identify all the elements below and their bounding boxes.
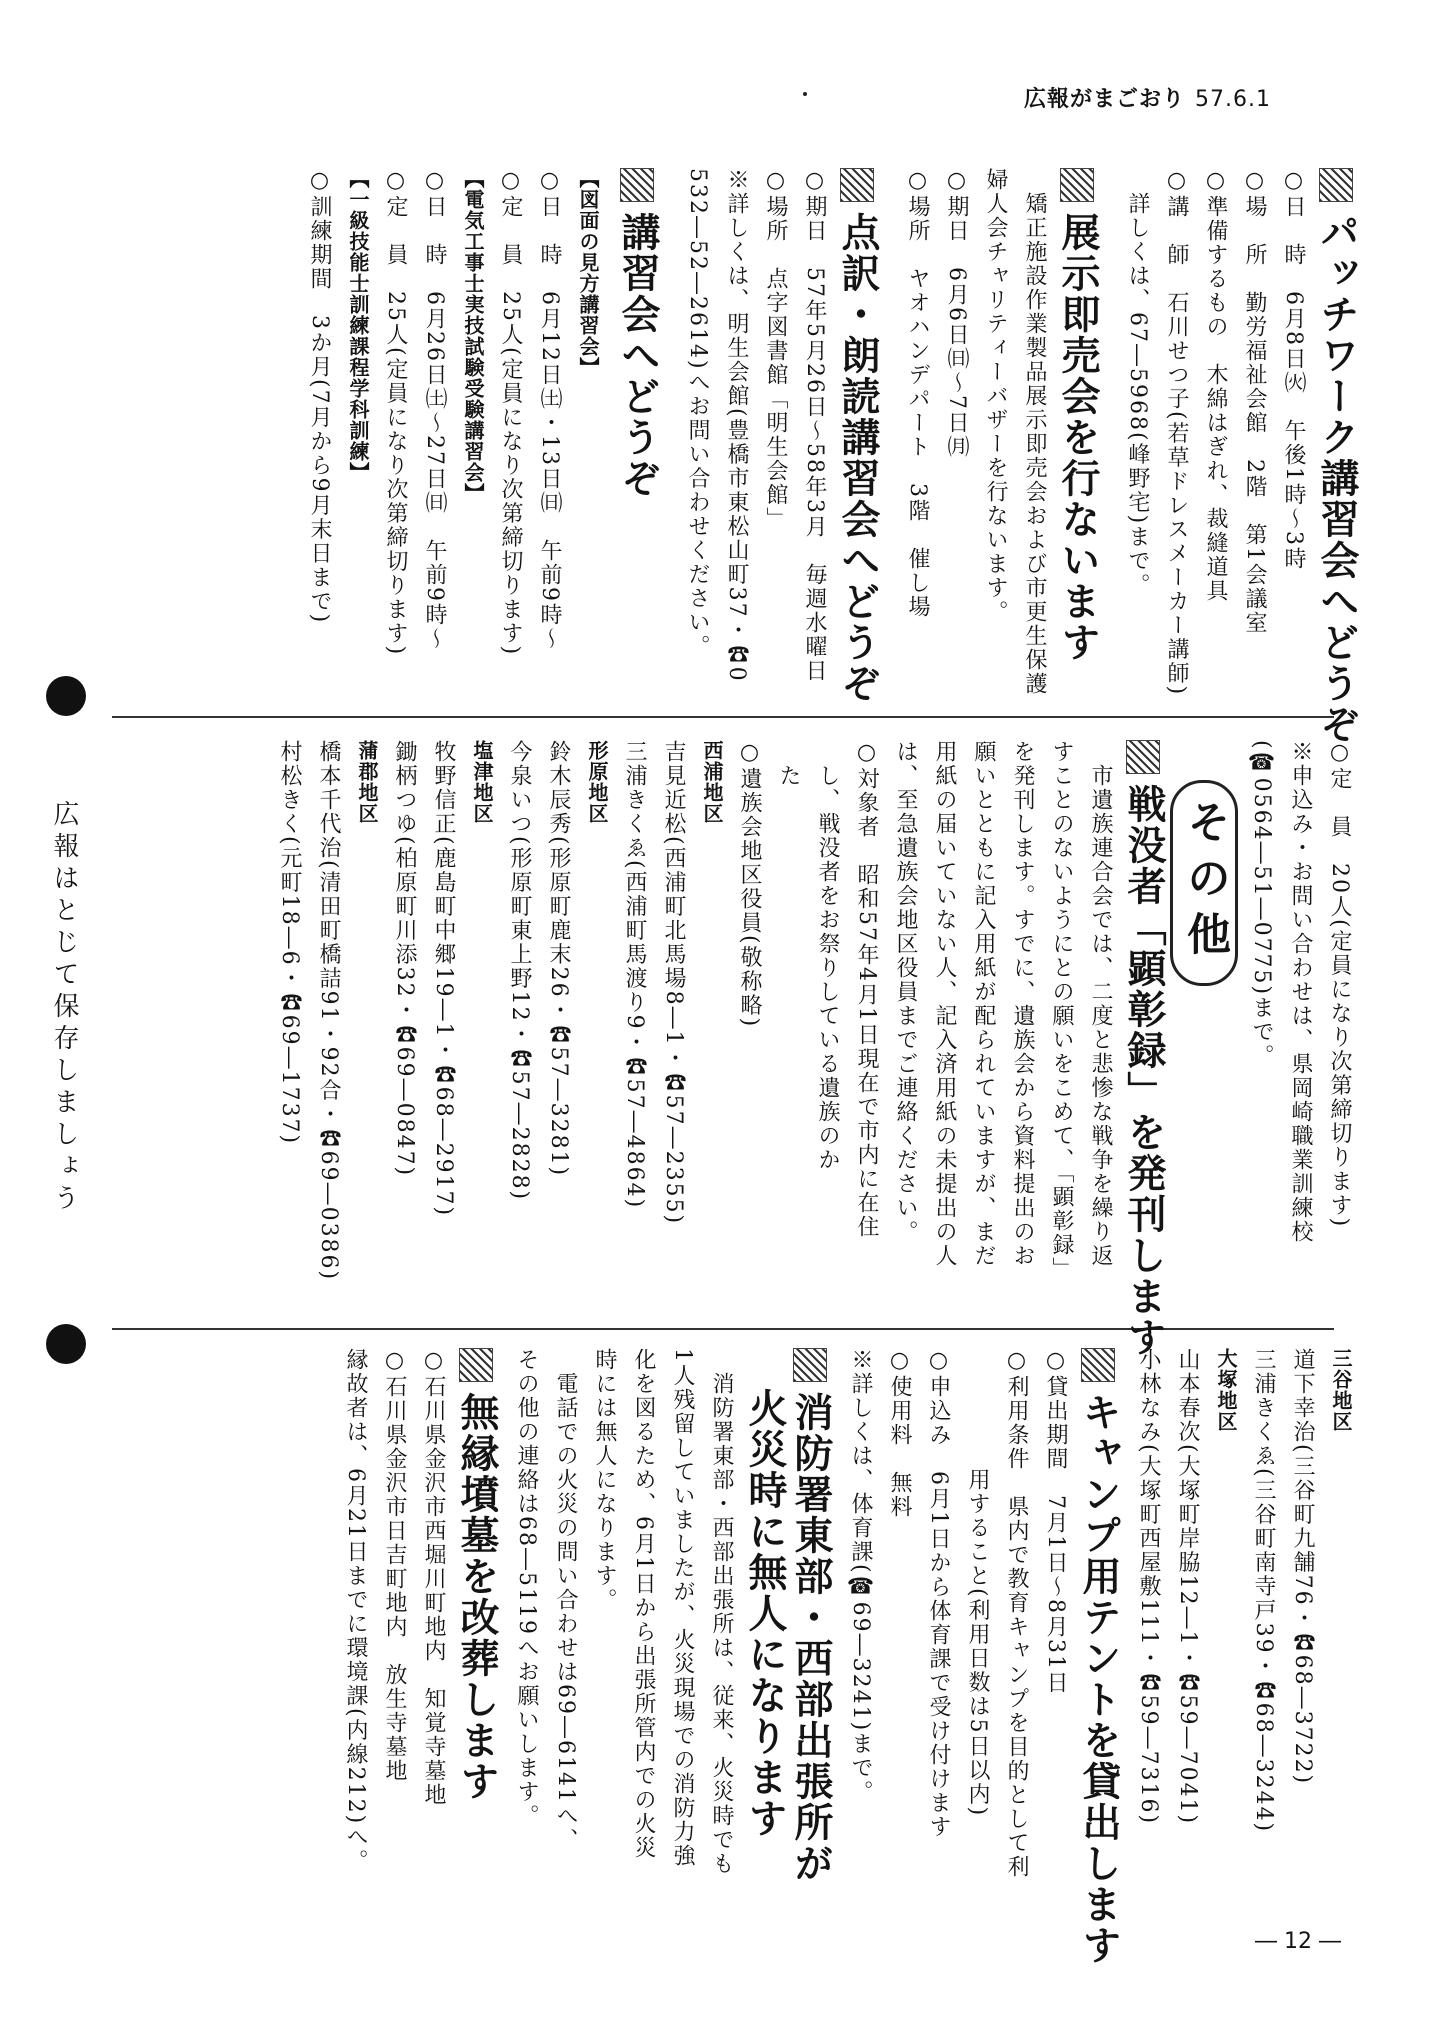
fire-title: 消防署東部・西部出張所が — [787, 1348, 833, 1884]
district-name: 蒲郡地区 — [355, 740, 379, 824]
district-member: 小林なみ(大塚町西屋敷111・☎59―7316) — [1136, 1348, 1161, 1826]
course-cont-line: (☎0564―51―0775)まで。 — [1249, 740, 1274, 1069]
other-section-badge: その他 — [1170, 780, 1238, 986]
war-line: すことのないようにとの願いをこめて、「顕彰録」 — [1049, 740, 1074, 1281]
section-divider-top — [112, 716, 1334, 718]
exhibit-title: 展示即売会を行ないます — [1054, 168, 1100, 663]
exhibit-line: ○期日 6月6日㈰〜7日㈪ — [944, 168, 969, 459]
war-title: 戦没者「顕彰録」を発刊します — [1120, 740, 1166, 1358]
patchwork-line: 詳しくは、67―5968(峰野宅)まで。 — [1125, 168, 1150, 598]
grave-line: ○石川県金沢市日吉町地内 放生寺墓地 — [382, 1348, 407, 1783]
fire-line: 電話での火災の問い合わせは69―6141へ、 — [553, 1348, 578, 1852]
fire-line: 化を図るため、6月1日から出張所管内での火災 — [631, 1348, 656, 1860]
page-header — [1024, 82, 1271, 113]
grave-line: ○石川県金沢市西堀川町地内 知覚寺墓地 — [421, 1348, 446, 1807]
binding-note: 広報はとじて保存しましょう — [49, 800, 79, 1216]
district-member: 今泉いつ(形原町東上野12・☎57―2828) — [507, 740, 532, 1202]
hatch-mark — [793, 1348, 827, 1382]
hatch-mark — [1081, 1348, 1115, 1382]
war-line: ○遺族会地区役員(敬称略) — [737, 740, 762, 1029]
course-cont-line: ※申込み・お問い合わせは、県岡崎職業訓練校 — [1288, 740, 1313, 1244]
drawing-course-title: 【図面の見方講習会】 — [576, 168, 600, 378]
district-name: 三谷地区 — [1329, 1348, 1353, 1432]
district-name: 形原地区 — [585, 740, 609, 824]
district-member: 村松きく(元町18―6・☎69―1737) — [277, 740, 302, 1146]
war-line: し、戦没者をお祭りしている遺族のか — [815, 740, 840, 1172]
fire-line: その他の連絡は68―5119へお願いします。 — [514, 1348, 539, 1828]
electric-course-title: 【電気工事士実技試験受験講習会】 — [461, 168, 485, 504]
drawing-course-line: ○定 員 25人(定員になり次第締切ります) — [498, 168, 523, 657]
drawing-course-line: ○日 時 6月12日㈯・13日㈰ 午前9時〜 — [537, 168, 562, 651]
district-member: 鋤柄つゆ(柏原町川添32・☎69―0847) — [392, 740, 417, 1178]
bottom-band — [336, 1348, 1359, 1966]
top-band — [300, 168, 1359, 745]
war-line: を発刊します。すでに、遺族会から資料提出のお — [1010, 740, 1035, 1268]
tent-line: 用すること(利用日数は5日以内) — [965, 1348, 990, 1818]
district-member: 道下幸治(三谷町九舗76・☎68―3722) — [1290, 1348, 1315, 1786]
hatch-mark — [1060, 168, 1094, 202]
tent-line: ○申込み 6月1日から体育課で受け付けます — [926, 1348, 951, 1839]
war-line: は、至急遺族会地区役員までご連絡ください。 — [893, 740, 918, 1244]
district-member: 三浦きくゑ(三谷町南寺戸39・☎68―3244) — [1251, 1348, 1276, 1834]
hatch-mark — [1319, 168, 1353, 202]
tent-line: ○使用料 無料 — [887, 1348, 912, 1519]
war-line: 願いとともに記入用紙が配られていますが、まだ — [971, 740, 996, 1268]
skill-course-title: 【一級技能士訓練課程学科訓練】 — [346, 168, 370, 483]
header-title: 広報がまごおり — [1024, 87, 1186, 112]
electric-course-line: ○日 時 6月26日㈯〜27日㈰ 午前9時〜 — [422, 168, 447, 651]
tent-line: ○貸出期間 7月1日〜8月31日 — [1043, 1348, 1068, 1695]
braille-line: ○期日 57年5月26日〜58年3月 毎週水曜日 — [802, 168, 827, 683]
district-name: 西浦地区 — [700, 740, 724, 824]
electric-course-line: ○定 員 25人(定員になり次第締切ります) — [383, 168, 408, 657]
war-line: 用紙の届いていない人、記入済用紙の未提出の人 — [932, 740, 957, 1268]
braille-title: 点訳・朗読講習会へどうぞ — [834, 168, 880, 704]
war-line: ○対象者 昭和57年4月1日現在で市内に在住 — [854, 740, 879, 1239]
fire-title-2: 火災時に無人になります — [742, 1388, 787, 1839]
exhibit-line: 婦人会チャリティーバザーを行ないます。 — [983, 168, 1008, 624]
binder-hole-top — [46, 676, 86, 716]
fire-line: 消防署東部・西部出張所は、従来、火災時でも — [709, 1348, 734, 1876]
header-date: 57.6.1 — [1195, 87, 1271, 112]
patchwork-line: ○講 師 石川せつ子(若草ドレスメーカー講師) — [1164, 168, 1189, 697]
patchwork-title: パッチワーク講習会へどうぞ — [1313, 168, 1359, 745]
patchwork-line: ○日 時 6月8日㈫ 午後1時〜3時 — [1281, 168, 1306, 571]
patchwork-line: ○場 所 勤労福祉会館 2階 第1会議室 — [1242, 168, 1267, 635]
page-number: ― 12 ― — [1255, 1929, 1341, 1954]
tent-title: キャンプ用テントを貸出します — [1075, 1348, 1121, 1966]
braille-line: ○場所 点字図書館「明生会館」 — [763, 168, 788, 531]
grave-line: 縁故者は、6月21日までに環境課(内線212)へ。 — [343, 1348, 368, 1874]
exhibit-line: ○場所 ヤオハンデパート 3階 催し場 — [905, 168, 930, 619]
district-member: 三浦きくゑ(西浦町馬渡り9・☎57―4864) — [622, 740, 647, 1210]
braille-line: 532―52―2614)へお問い合わせください。 — [685, 168, 710, 659]
tent-line: ○利用条件 県内で教育キャンプを目的として利 — [1004, 1348, 1029, 1879]
tent-line: ※詳しくは、体育課(☎69―3241)まで。 — [848, 1348, 873, 1805]
fire-line: 1人残留していましたが、火災現場での消防力強 — [670, 1348, 695, 1868]
middle-band — [270, 740, 1359, 1358]
courses-title: 講習会へどうぞ — [614, 168, 660, 499]
war-line: 市遺族連合会では、二度と悲惨な戦争を繰り返 — [1088, 740, 1113, 1268]
district-member: 吉見近松(西浦町北馬場8―1・☎57―2355) — [661, 740, 686, 1226]
district-member: 牧野信正(鹿島町中郷19―1・☎68―2917) — [431, 740, 456, 1218]
exhibit-line: 矯正施設作業製品展示即売会および市更生保護 — [1022, 168, 1047, 696]
district-member: 鈴木辰秀(形原町鹿末26・☎57―3281) — [546, 740, 571, 1178]
hatch-mark — [1126, 740, 1160, 774]
hatch-mark — [840, 168, 874, 202]
patchwork-line: ○準備するもの 木綿はぎれ、裁縫道具 — [1203, 168, 1228, 603]
skill-course-line: ○訓練期間 3か月(7月から9月末日まで) — [307, 168, 332, 625]
binder-hole-bottom — [46, 1324, 86, 1364]
district-member: 橋本千代治(清田町橋詰91・92合・☎69―0386) — [316, 740, 341, 1282]
decorative-dot — [803, 92, 807, 96]
hatch-mark — [620, 168, 654, 202]
district-member: 山本春次(大塚町岸脇12―1・☎59―7041) — [1175, 1348, 1200, 1826]
grave-title: 無縁墳墓を改葬します — [453, 1348, 499, 1802]
hatch-mark — [459, 1348, 493, 1382]
braille-line: ※詳しくは、明生会館(豊橋市東松山町37・☎0 — [724, 168, 749, 683]
district-name: 大塚地区 — [1214, 1348, 1238, 1432]
course-cont-line: ○定 員 20人(定員になり次第締切ります) — [1327, 740, 1352, 1229]
fire-line: 時には無人になります。 — [592, 1348, 617, 1612]
district-name: 塩津地区 — [470, 740, 494, 824]
war-line: た — [776, 740, 801, 788]
